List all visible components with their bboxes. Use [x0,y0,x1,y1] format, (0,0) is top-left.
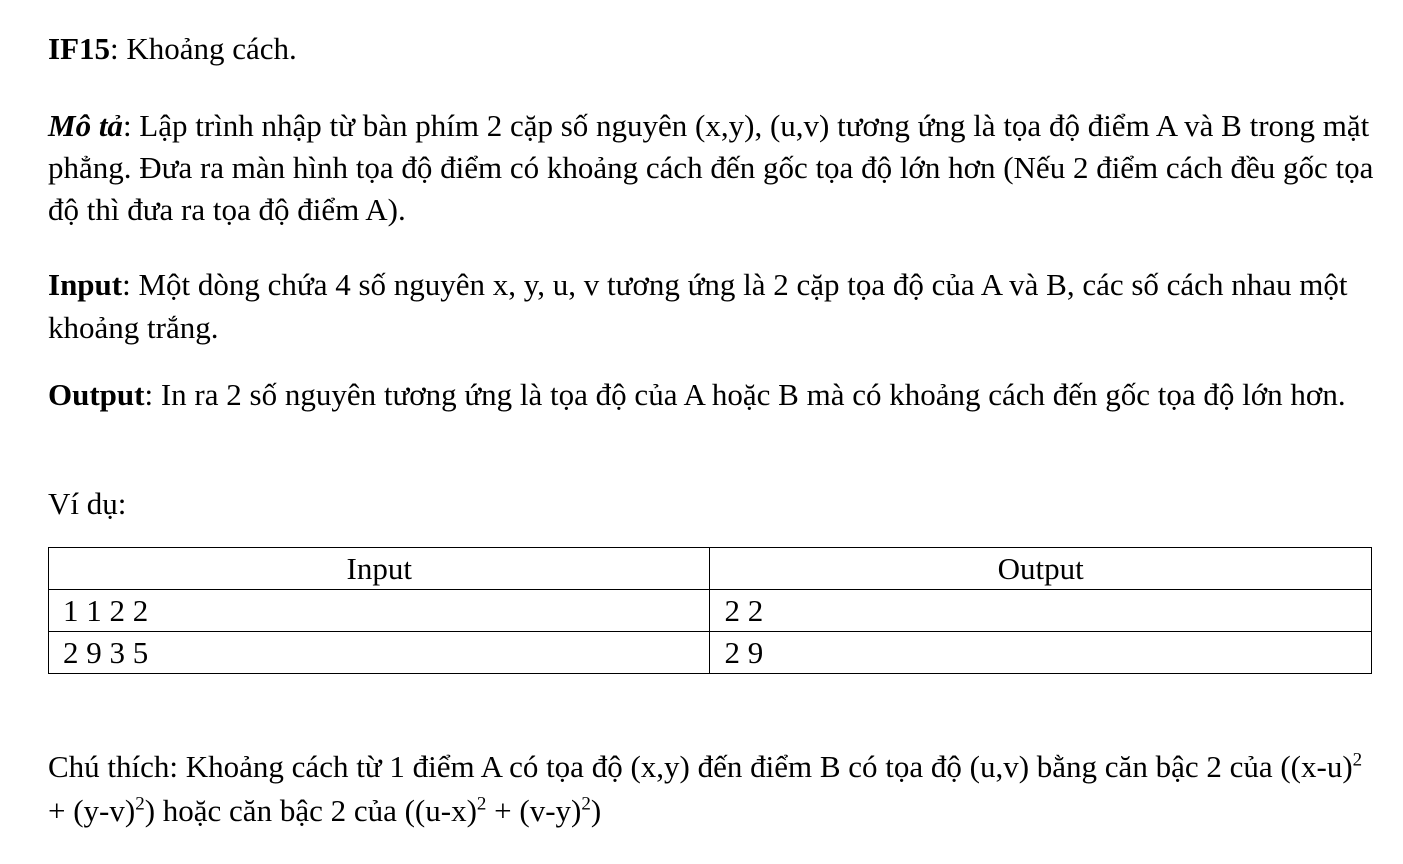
table-cell-input: 2 9 3 5 [49,632,710,674]
note-exponent-3: 2 [476,793,487,815]
output-spec-text: : In ra 2 số nguyên tương ứng là tọa độ của A hoặc B mà có khoảng cách đến gốc tọa độ lớn hơn. [144,377,1346,412]
table-cell-output: 2 2 [710,590,1372,632]
note-exponent-2: 2 [135,793,145,815]
input-spec-paragraph [48,263,1378,349]
output-spec-paragraph [48,373,1378,416]
note-text-2: + (y-v) [48,793,136,828]
note-exponent-4: 2 [581,793,591,815]
description-text: : Lập trình nhập từ bàn phím 2 cặp số nguyên (x,y), (u,v) tương ứng là tọa độ điểm A và B trong mặt phẳng. Đưa ra màn hình tọa độ điểm có khoảng cách đến gốc tọa độ lớn hơn (Nếu 2 điểm cách đều gốc tọa độ thì đưa ra tọa độ điểm A). [48,108,1374,227]
note-text-5: ) [590,793,602,828]
input-spec-label: Input [48,267,123,302]
description-paragraph [48,105,1378,231]
problem-title [48,28,1378,70]
output-spec-label: Output [48,377,145,412]
note-paragraph [48,745,1378,833]
table-header-row [49,548,1372,590]
examples-table [48,547,1372,674]
table-row [49,590,1372,632]
problem-code: IF15 [48,31,110,66]
table-cell-output: 2 9 [710,632,1372,674]
problem-title-text: : Khoảng cách. [110,31,297,66]
example-heading: Ví dụ: [48,486,127,521]
note-exponent-1: 2 [1352,749,1363,771]
table-row [49,632,1372,674]
table-cell-input: 1 1 2 2 [49,590,710,632]
note-text-4: + (v-y) [486,793,582,828]
note-text-3: ) hoặc căn bậc 2 của ((u-x) [144,793,477,828]
table-header-output: Output [710,548,1372,590]
note-text-1: Chú thích: Khoảng cách từ 1 điểm A có tọa độ (x,y) đến điểm B có tọa độ (u,v) bằng căn bậc 2 của ((x-u) [48,749,1353,784]
table-header-input: Input [49,548,710,590]
description-label: Mô tả [48,108,123,143]
input-spec-text: : Một dòng chứa 4 số nguyên x, y, u, v tương ứng là 2 cặp tọa độ của A và B, các số cách nhau một khoảng trắng. [48,267,1348,345]
